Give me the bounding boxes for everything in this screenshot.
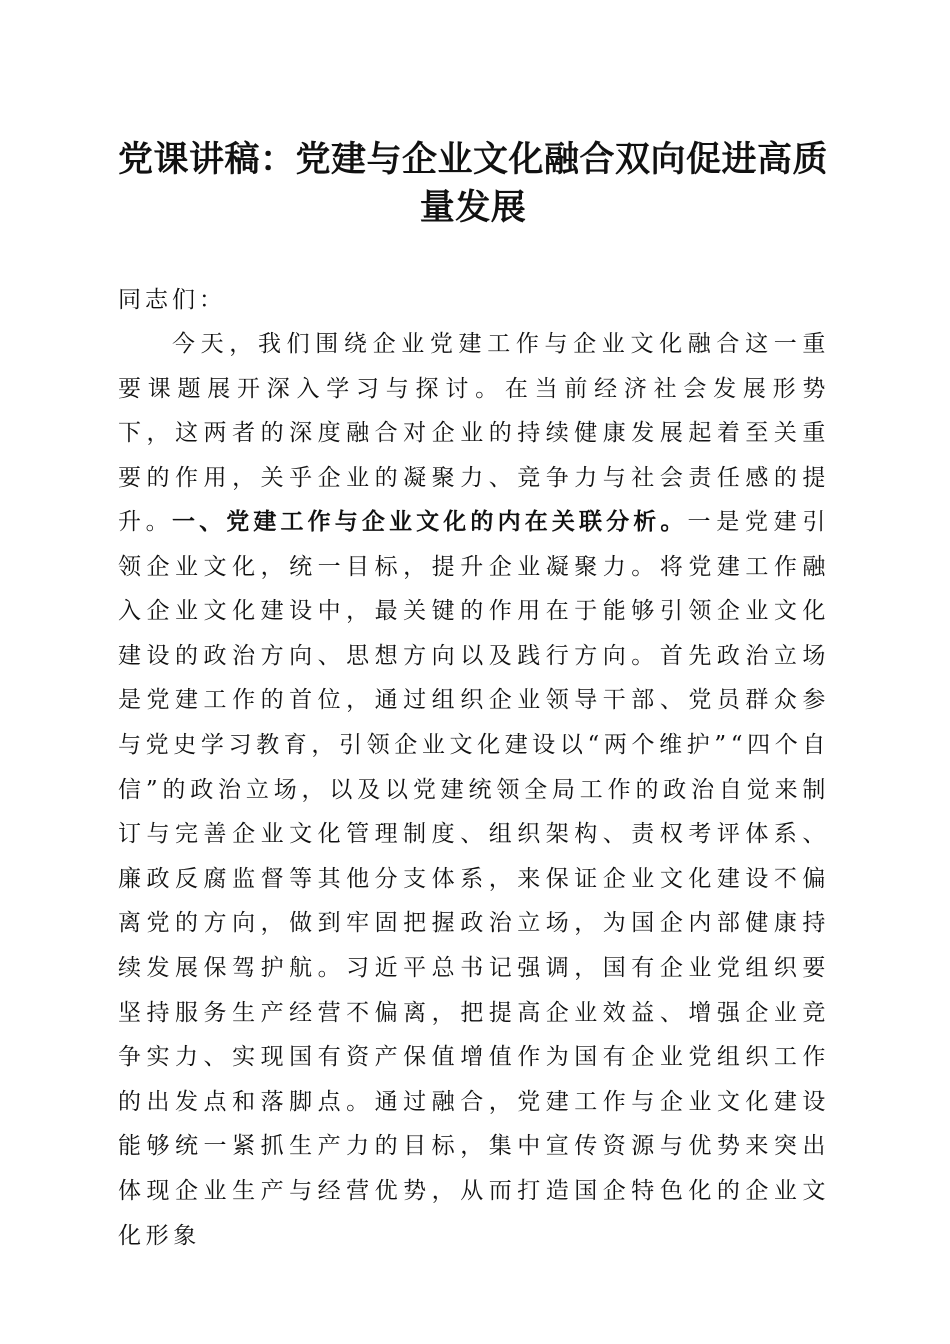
section-heading: 一、党建工作与企业文化的内在关联分析。: [172, 509, 688, 535]
paragraph-section-1: [118, 500, 830, 1258]
greeting: 同志们：: [118, 287, 226, 313]
section-body: 一是党建引领企业文化，统一目标，提升企业凝聚力。将党建工作融入企业文化建设中，最关键的作用在于能够引领企业文化建设的政治方向、思想方向以及践行方向。首先政治立场是党建工作的首位，通过组织企业领导干部、党员群众参与党史学习教育，引领企业文化建设以“两个维护”“四个自信”的政治立场，以及以党建统领全局工作的政治自觉来制订与完善企业文化管理制度、组织架构、责权考评体系、廉政反腐监督等其他分支体系，来保证企业文化建设不偏离党的方向，做到牢固把握政治立场，为国企内部健康持续发展保驾护航。习近平总书记强调，国有企业党组织要坚持服务生产经营不偏离，把提高企业效益、增强企业竞争实力、实现国有资产保值增值作为国有企业党组织工作的出发点和落脚点。通过融合，党建工作与企业文化建设能够统一紧抓生产力的目标，集中宣传资源与优势来突出体现企业生产与经营优势，从而打造国企特色化的企业文化形象: [118, 509, 831, 1249]
document-title: 党课讲稿：党建与企业文化融合双向促进高质量发展: [118, 139, 829, 228]
paragraph-intro: 今天，我们围绕企业党建工作与企业文化融合这一重要课题展开深入学习与探讨。在当前经济社会发展形势下，这两者的深度融合对企业的持续健康发展起着至关重要的作用，关乎企业的凝聚力、竞争力与社会责任感的提升。: [118, 331, 830, 536]
